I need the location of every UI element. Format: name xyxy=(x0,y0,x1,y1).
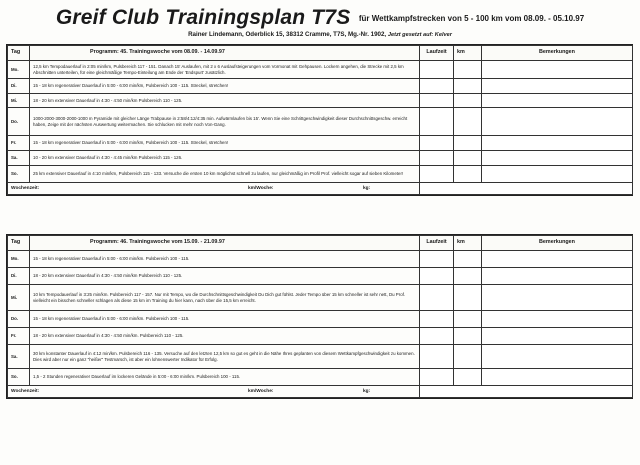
table-row xyxy=(8,151,633,166)
km-cell[interactable] xyxy=(454,79,482,94)
laufzeit-cell[interactable] xyxy=(420,136,454,151)
bemerkungen-cell[interactable] xyxy=(482,61,633,79)
laufzeit-cell[interactable] xyxy=(420,311,454,328)
km-cell[interactable] xyxy=(454,61,482,79)
column-header-laufzeit: Laufzeit xyxy=(420,46,454,61)
laufzeit-cell[interactable] xyxy=(420,151,454,166)
bemerkungen-cell[interactable] xyxy=(482,268,633,285)
table-row xyxy=(8,61,633,79)
day-label: Di. xyxy=(8,79,30,94)
table-header-row xyxy=(8,236,633,251)
laufzeit-cell[interactable] xyxy=(420,345,454,369)
day-program: 25 km extensiver Dauerlauf in 4:10 min/km, Pulsbereich 115 - 133. Versuche die ersten 10 km möglichst schnell zu laufen, nur gleichmäßig im Profil Prof. vielleicht sogar auf sieben Kilometer! xyxy=(30,166,420,183)
table-row xyxy=(8,251,633,268)
author-info: Rainer Lindemann, Oderblick 15, 38312 Cramme, T7S, Mg.-Nr. 1902, xyxy=(188,31,387,38)
bemerkungen-cell[interactable] xyxy=(482,251,633,268)
day-program: 10 km Tempodauerlauf in 3:25 min/km. Pulsbereich 117 - 157. Nur mit Tempo, wo die Durchschnittsgeschwindigkeit Du Dich gut fühlst. Jeder Tempo über 15 km schneller ist sehr nett, Du Prof. vielleicht ein bisschen schneller schlagen als diese 15 km im Training du hier kann, nach über die 15,5 km erreicht. xyxy=(30,285,420,311)
laufzeit-cell[interactable] xyxy=(420,268,454,285)
day-label: Sa. xyxy=(8,345,30,369)
day-label: Mo. xyxy=(8,61,30,79)
day-program: 18 - 20 km extensiver Dauerlauf in 4:30 - 4:50 min/km. Pulsbereich 110 - 125. xyxy=(30,328,420,345)
laufzeit-cell[interactable] xyxy=(420,108,454,136)
bemerkungen-cell[interactable] xyxy=(482,94,633,108)
day-label: Do. xyxy=(8,108,30,136)
bemerkungen-cell[interactable] xyxy=(482,166,633,183)
day-label: So. xyxy=(8,369,30,386)
footer-right xyxy=(420,183,633,195)
column-header-km: km xyxy=(454,236,482,251)
table-row xyxy=(8,369,633,386)
week-program-title: Programm: 45. Trainingswoche vom 08.09. - 14.09.97 xyxy=(30,46,420,61)
km-cell[interactable] xyxy=(454,94,482,108)
column-header-laufzeit: Laufzeit xyxy=(420,236,454,251)
bemerkungen-cell[interactable] xyxy=(482,345,633,369)
km-cell[interactable] xyxy=(454,166,482,183)
laufzeit-cell[interactable] xyxy=(420,328,454,345)
table-header-row xyxy=(8,46,633,61)
column-header-bemerkungen: Bemerkungen xyxy=(482,236,633,251)
day-program: 15 - 18 km regenerativer Dauerlauf in 5:00 - 6:00 min/km. Pulsbereich 100 - 115. xyxy=(30,251,420,268)
document-header xyxy=(0,6,640,38)
bemerkungen-cell[interactable] xyxy=(482,328,633,345)
week-45-table xyxy=(6,44,633,196)
day-label: Mo. xyxy=(8,251,30,268)
km-woche-label: km/Woche: xyxy=(248,185,274,191)
column-header-bemerkungen: Bemerkungen xyxy=(482,46,633,61)
wochenzeit-label: Wochenzeit: xyxy=(11,388,40,394)
table-row xyxy=(8,94,633,108)
km-cell[interactable] xyxy=(454,108,482,136)
km-cell[interactable] xyxy=(454,285,482,311)
day-program: 15 - 18 km regenerativer Dauerlauf in 5:00 - 6:00 min/km, Pulsbereich 100 - 115. Streckel, stretchen! xyxy=(30,136,420,151)
table-row xyxy=(8,285,633,311)
km-cell[interactable] xyxy=(454,345,482,369)
km-woche-label: km/Woche: xyxy=(248,388,274,394)
day-label: Mi. xyxy=(8,94,30,108)
km-cell[interactable] xyxy=(454,311,482,328)
column-header-tag: Tag xyxy=(8,236,30,251)
table-row xyxy=(8,79,633,94)
laufzeit-cell[interactable] xyxy=(420,61,454,79)
day-program: 1,5 - 2 Stunden regenerativer Dauerlauf im lockeren Gelände in 5:00 - 6:00 min/km. Pulsbereich 100 - 115. xyxy=(30,369,420,386)
footer-left xyxy=(8,183,420,195)
title-line xyxy=(0,6,640,30)
day-label: So. xyxy=(8,166,30,183)
footer-left xyxy=(8,386,420,398)
author-note: Jetzt gesetzt auf: Kelver xyxy=(387,32,452,38)
day-label: Fr. xyxy=(8,328,30,345)
day-label: Fr. xyxy=(8,136,30,151)
table-row xyxy=(8,108,633,136)
table-row xyxy=(8,328,633,345)
training-table xyxy=(7,45,633,195)
km-cell[interactable] xyxy=(454,151,482,166)
week-footer-row xyxy=(8,183,633,195)
bemerkungen-cell[interactable] xyxy=(482,108,633,136)
day-label: Mi. xyxy=(8,285,30,311)
footer-right xyxy=(420,386,633,398)
laufzeit-cell[interactable] xyxy=(420,94,454,108)
week-program-title: Programm: 46. Trainingswoche vom 15.09. - 21.09.97 xyxy=(30,236,420,251)
column-header-km: km xyxy=(454,46,482,61)
day-program: 18 - 20 km extensiver Dauerlauf in 4:30 - 4:50 min/km Pulsbereich 110 - 125. xyxy=(30,94,420,108)
laufzeit-cell[interactable] xyxy=(420,285,454,311)
laufzeit-cell[interactable] xyxy=(420,251,454,268)
table-row xyxy=(8,345,633,369)
km-cell[interactable] xyxy=(454,328,482,345)
day-program: 12,5 km Tempodauerlauf in 2:05 min/km, Pulsbereich 117 - 151. Danach 15' Auslaufen, mit 2 x 6 Auslaufsteigerungen vom Vormonat mit Gehpausen. Lockern angehen, die Strecke mit 2,5 km Abschnitten unterteilen, für eine gleichmäßige Tempo-Einteilung am Ende der 'Endspurt' zusätzlich. xyxy=(30,61,420,79)
day-label: Di. xyxy=(8,268,30,285)
bemerkungen-cell[interactable] xyxy=(482,79,633,94)
table-row xyxy=(8,268,633,285)
author-line xyxy=(0,31,640,38)
kg-label: kg: xyxy=(363,388,371,394)
km-cell[interactable] xyxy=(454,136,482,151)
document-title: Greif Club Trainingsplan T7S xyxy=(55,6,351,29)
km-cell[interactable] xyxy=(454,268,482,285)
km-cell[interactable] xyxy=(454,369,482,386)
laufzeit-cell[interactable] xyxy=(420,166,454,183)
bemerkungen-cell[interactable] xyxy=(482,151,633,166)
laufzeit-cell[interactable] xyxy=(420,369,454,386)
day-program: 18 - 20 km extensiver Dauerlauf in 4:30 - 4:50 min/km Pulsbereich 110 - 125. xyxy=(30,268,420,285)
day-program: 15 - 18 km regenerativer Dauerlauf in 5:00 - 6:00 min/km, Pulsbereich 100 - 115. Streckel, stretchen! xyxy=(30,79,420,94)
km-cell[interactable] xyxy=(454,251,482,268)
document-subtitle: für Wettkampfstrecken von 5 - 100 km vom 08.09. - 05.10.97 xyxy=(358,14,585,23)
week-footer-row xyxy=(8,386,633,398)
day-program: 1000-2000-3000-2000-1000 m Pyramide mit gleicher Länge Trabpause in 2:58/4:12/4:35 min. Aufwärmlaufen bis 15'. Wenn Sie eine Schrittgeschwindigkeit dieser Durchschnittsgeschw. erreicht haben, Zeige mit der nächsten Auswertung weitermachen. Sie schlucken mit mehr noch Von-Gang. xyxy=(30,108,420,136)
kg-label: kg: xyxy=(363,185,371,191)
day-label: Do. xyxy=(8,311,30,328)
wochenzeit-label: Wochenzeit: xyxy=(11,185,40,191)
table-row xyxy=(8,311,633,328)
bemerkungen-cell[interactable] xyxy=(482,311,633,328)
day-program: 10 - 20 km extensiver Dauerlauf in 4:30 - 4:45 min/km Pulsbereich 115 - 126. xyxy=(30,151,420,166)
bemerkungen-cell[interactable] xyxy=(482,285,633,311)
day-program: 30 km konstanter Dauerlauf in 4:12 min/km. Pulsbereich 116 - 135. Versuche auf den letzten 12,5 km so gut es geht in die Nähe Ihres geplanten von diesem Wettkampfgeschwindigkeit zu kommen. Dies wird aber nur ein ganz "heißer" Testmarsch, ist aber ein lohnenswerter Indikator für Erfolg. xyxy=(30,345,420,369)
day-label: Sa. xyxy=(8,151,30,166)
column-header-tag: Tag xyxy=(8,46,30,61)
week-46-table xyxy=(6,234,633,399)
laufzeit-cell[interactable] xyxy=(420,79,454,94)
bemerkungen-cell[interactable] xyxy=(482,136,633,151)
bemerkungen-cell[interactable] xyxy=(482,369,633,386)
table-row xyxy=(8,136,633,151)
day-program: 15 - 18 km regenerativer Dauerlauf in 5:00 - 6:00 min/km. Pulsbereich 100 - 115. xyxy=(30,311,420,328)
table-row xyxy=(8,166,633,183)
training-table xyxy=(7,235,633,398)
